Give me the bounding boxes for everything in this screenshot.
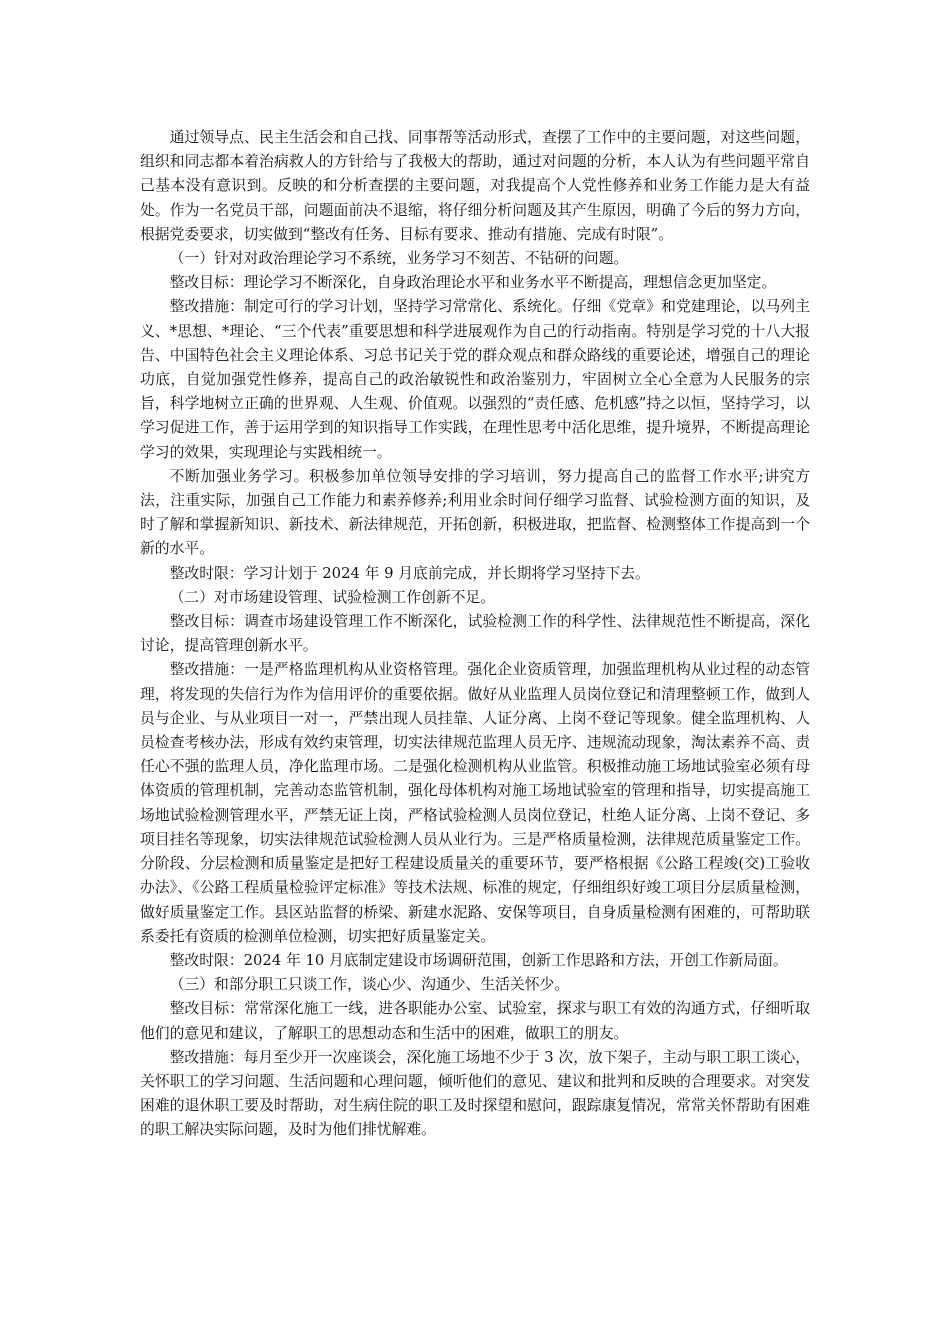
section-2-deadline: 整改时限：2024 年 10 月底制定建设市场调研范围，创新工作思路和方法，开创工作新局面。 <box>169 951 788 969</box>
section-3-heading: （三）和部分职工只谈工作，谈心少、沟通少、生活关怀少。 <box>169 976 570 994</box>
section-3-goal: 整改目标：常常深化施工一线，进各职能办公室、试验室，探求与职工有效的沟通方式，仔细听取他们的意见和建议，了解职工的思想动态和生活中的困难，做职工的朋友。 <box>140 1000 810 1042</box>
section-1-heading: （一）针对对政治理论学习不系统，业务学习不刻苦、不钻研的问题。 <box>169 250 629 268</box>
section-1-deadline: 整改时限：学习计划于 2024 年 9 月底前完成，并长期将学习坚持下去。 <box>169 564 650 582</box>
intro-paragraph: 通过领导点、民主生活会和自己找、同事帮等活动形式，查摆了工作中的主要问题，对这些问题，组织和同志都本着治病救人的方针给与了我极大的帮助，通过对问题的分析，本人认为有些问题平常自己基本没有意识到。反映的和分析查摆的主要问题，对我提高个人党性修养和业务工作能力是大有益处。作为一名党员干部，问题面前决不退缩，将仔细分析问题及其产生原因，明确了今后的努力方向，根据党委要求，切实做到“整改有任务、目标有要求、推动有措施、完成有时限”。 <box>140 129 810 243</box>
section-2-heading: （二）对市场建设管理、试验检测工作创新不足。 <box>169 588 496 606</box>
section-2-goal: 整改目标：调查市场建设管理工作不断深化，试验检测工作的科学性、法律规范性不断提高，深化讨论，提高管理创新水平。 <box>140 613 810 655</box>
document-body <box>140 126 810 1143</box>
section-3-measures: 整改措施：每月至少开一次座谈会，深化施工场地不少于 3 次，放下架子，主动与职工职工谈心，关怀职工的学习问题、生活问题和心理问题，倾听他们的意见、建议和批判和反映的合理要求。对突发困难的退休职工要及时帮助，对生病住院的职工及时探望和慰问，跟踪康复情况，常常关怀帮助有困难的职工解决实际问题，及时为他们排忧解难。 <box>140 1048 810 1139</box>
section-1-measures: 整改措施：制定可行的学习计划，坚持学习常常化、系统化。仔细《党章》和党建理论，以马列主义、*思想、*理论、“三个代表”重要思想和科学进展观作为自己的行动指南。特别是学习党的十八大报告、中国特色社会主义理论体系、习总书记关于党的群众观点和群众路线的重要论述，增强自己的理论功底，自觉加强党性修养，提高自己的政治敏锐性和政治鉴别力，牢固树立全心全意为人民服务的宗旨，科学地树立正确的世界观、人生观、价值观。以强烈的“责任感、危机感”持之以恒，坚持学习，以学习促进工作，善于运用学到的知识指导工作实践，在理性思考中活化思维，提升境界，不断提高理论学习的效果，实现理论与实践相统一。 <box>140 298 810 461</box>
section-1-goal: 整改目标：理论学习不断深化，自身政治理论水平和业务水平不断提高，理想信念更加坚定。 <box>169 274 777 292</box>
section-2-measures: 整改措施：一是严格监理机构从业资格管理。强化企业资质管理，加强监理机构从业过程的动态管理，将发现的失信行为作为信用评价的重要依据。做好从业监理人员岗位登记和清理整顿工作，做到人员与企业、与从业项目一对一，严禁出现人员挂靠、人证分离、上岗不登记等现象。健全监理机构、人员检查考核办法，形成有效约束管理，切实法律规范监理人员无序、违规流动现象，淘汰素养不高、责任心不强的监理人员，净化监理市场。二是强化检测机构从业监管。积极推动施工场地试验室必须有母体资质的管理机制，完善动态监管机制，强化母体机构对施工场地试验室的管理和指导，切实提高施工场地试验检测管理水平，严禁无证上岗，严格试验检测人员岗位登记，杜绝人证分离、上岗不登记、多项目挂名等现象，切实法律规范试验检测人员从业行为。三是严格质量检测，法律规范质量鉴定工作。分阶段、分层检测和质量鉴定是把好工程建设质量关的重要环节，要严格根据《公路工程竣(交)工验收办法》、《公路工程质量检验评定标准》等技术法规、标准的规定，仔细组织好竣工项目分层质量检测，做好质量鉴定工作。县区站监督的桥梁、新建水泥路、安保等项目，自身质量检测有困难的，可帮助联系委托有资质的检测单位检测，切实把好质量鉴定关。 <box>140 661 810 945</box>
section-1-business-study: 不断加强业务学习。积极参加单位领导安排的学习培训，努力提高自己的监督工作水平;讲究方法，注重实际，加强自己工作能力和素养修养;利用业余时间仔细学习监督、试验检测方面的知识，及时了解和掌握新知识、新技术、新法律规范，开拓创新，积极进取，把监督、检测整体工作提高到一个新的水平。 <box>140 467 810 558</box>
